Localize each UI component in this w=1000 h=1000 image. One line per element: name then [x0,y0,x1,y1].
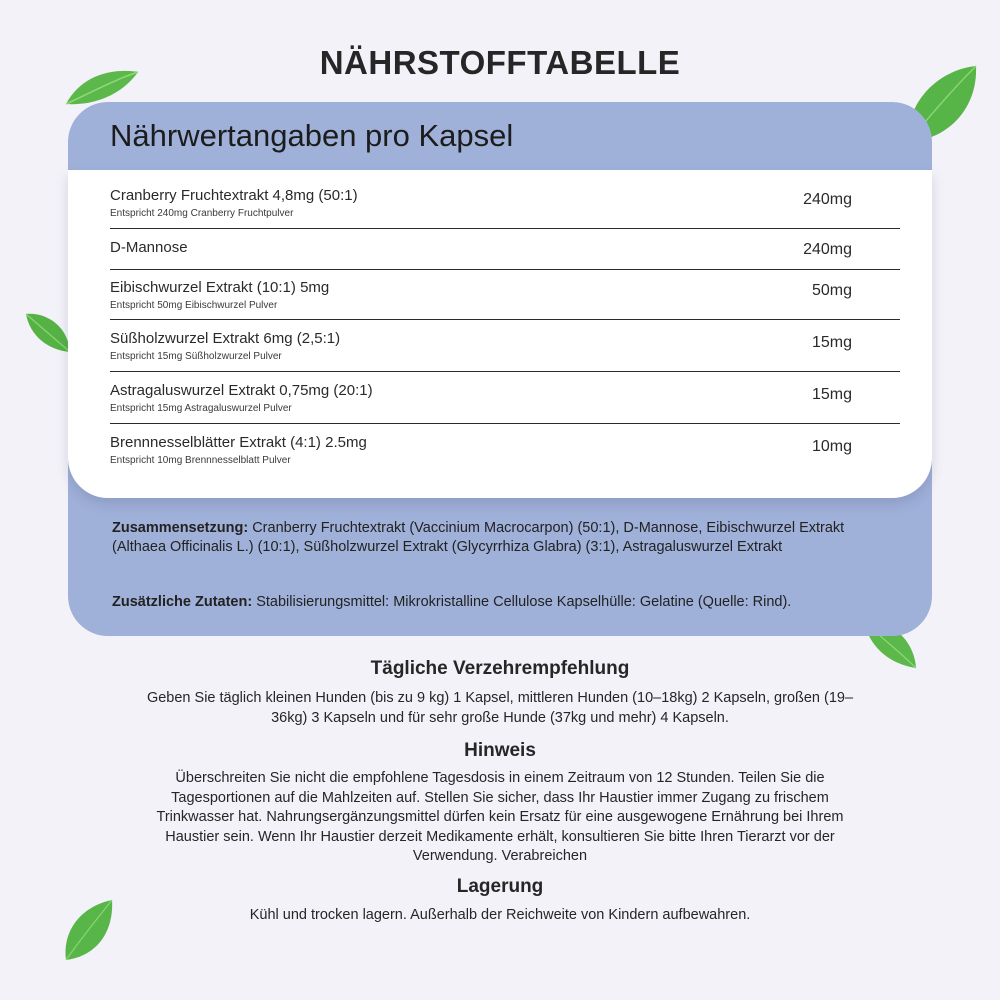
storage-heading: Lagerung [456,876,544,897]
row-sub: Entspricht 10mg Brennnesselblatt Pulver [110,455,291,466]
row-sub: Entspricht 15mg Süßholzwurzel Pulver [110,351,282,362]
row-name: Brennnesselblätter Extrakt (4:1) 2.5mg [110,434,367,451]
row-amount: 50mg [811,282,852,299]
composition-value: Cranberry Fruchtextrakt (Vaccinium Macrocarpon) (50:1), D-Mannose, Eibischwurzel Extrakt (Althaea Officinalis L.) (10:1), Süßholzwurzel Extrakt (Glycyrrhiza Glabra) (3:1), Astragaluswurzel Extrakt [112,520,845,555]
row-name: Astragaluswurzel Extrakt 0,75mg (20:1) [110,382,373,399]
row-sub: Entspricht 15mg Astragaluswurzel Pulver [110,403,292,414]
row-name: Eibischwurzel Extrakt (10:1) 5mg [110,279,330,296]
row-amount: 15mg [811,334,852,351]
row-sub: Entspricht 50mg Eibischwurzel Pulver [110,300,278,311]
dosage-heading: Tägliche Verzehrempfehlung [370,658,630,679]
table-row [110,424,900,475]
page-title: NÄHRSTOFFTABELLE [319,44,681,81]
row-amount: 10mg [811,438,852,455]
composition-label: Zusammensetzung: [112,520,249,536]
notice-heading: Hinweis [464,740,536,761]
composition-text [112,519,872,557]
card-title: Nährwertangaben pro Kapsel [110,118,514,153]
row-amount: 240mg [803,241,852,258]
row-amount: 15mg [811,386,852,403]
notice-text: Überschreiten Sie nicht die empfohlene Tagesdosis in einem Zeitraum von 12 Stunden. Teilen Sie die Tagesportionen auf die Mahlzeiten auf. Stellen Sie sicher, dass Ihr Haustier immer Zugang zu frischem Trinkwasser hat. Nahrungsergänzungsmittel dürfen kein Ersatz für eine ausgewogene Ernährung bei Ihrem Haustier sein. Wenn Ihr Haustier derzeit Medikamente erhält, konsultieren Sie bitte Ihren Tierarzt vor der Verwendung. Verabreichen [156,770,844,864]
dosage-text: Geben Sie täglich kleinen Hunden (bis zu 9 kg) 1 Kapsel, mittleren Hunden (10–18kg) 2 Kapseln, großen (19–36kg) 3 Kapseln und für sehr große Hunde (37kg und mehr) 4 Kapseln. [146,690,854,726]
row-name: Cranberry Fruchtextrakt 4,8mg (50:1) [110,187,358,204]
additives-text [112,593,892,612]
storage-text: Kühl und trocken lagern. Außerhalb der Reichweite von Kindern aufbewahren. [249,907,751,923]
table-row [110,270,900,320]
leaf-bottom-left-icon [60,898,116,964]
table-row [110,320,900,372]
row-sub: Entspricht 240mg Cranberry Fruchtpulver [110,208,294,219]
table-row [110,176,900,229]
row-name: Süßholzwurzel Extrakt 6mg (2,5:1) [110,330,341,347]
row-name: D-Mannose [110,239,188,256]
table-row [110,372,900,424]
additives-label: Zusätzliche Zutaten: [112,594,253,610]
row-amount: 240mg [803,191,852,208]
table-row [110,229,900,270]
leaf-mid-left-icon [24,310,72,356]
additives-value: Stabilisierungsmittel: Mikrokristalline Cellulose Kapselhülle: Gelatine (Quelle: Rind). [252,594,792,610]
